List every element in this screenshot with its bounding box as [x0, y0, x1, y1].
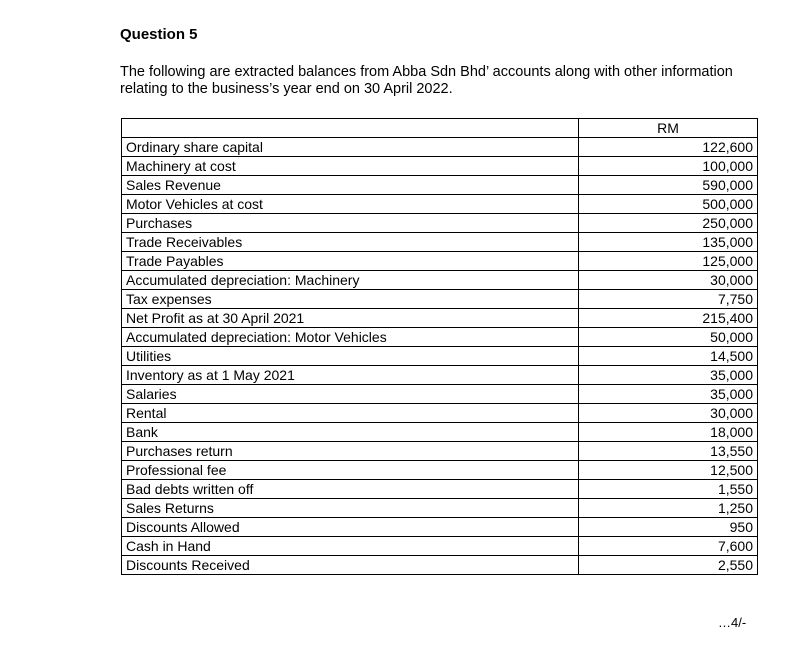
table-row	[122, 309, 758, 328]
row-amount: 50,000	[579, 328, 758, 347]
row-label: Net Profit as at 30 April 2021	[122, 309, 579, 328]
table-row	[122, 138, 758, 157]
row-amount: 35,000	[579, 366, 758, 385]
row-label: Trade Payables	[122, 252, 579, 271]
row-label: Discounts Allowed	[122, 518, 579, 537]
table-row	[122, 252, 758, 271]
table-row	[122, 385, 758, 404]
question-intro: The following are extracted balances from Abba Sdn Bhd’ accounts along with other information relating to the business’s year end on 30 April 2022.	[120, 64, 733, 97]
row-amount: 122,600	[579, 138, 758, 157]
table-row	[122, 157, 758, 176]
question-title: Question 5	[120, 26, 198, 43]
row-amount: 950	[579, 518, 758, 537]
row-label: Utilities	[122, 347, 579, 366]
currency-header: RM	[579, 119, 758, 138]
row-amount: 250,000	[579, 214, 758, 233]
row-amount: 100,000	[579, 157, 758, 176]
table-row	[122, 404, 758, 423]
row-amount: 2,550	[579, 556, 758, 575]
row-label: Bad debts written off	[122, 480, 579, 499]
table-row	[122, 195, 758, 214]
row-label: Inventory as at 1 May 2021	[122, 366, 579, 385]
row-label: Sales Returns	[122, 499, 579, 518]
row-label: Motor Vehicles at cost	[122, 195, 579, 214]
row-label: Purchases	[122, 214, 579, 233]
table-row	[122, 290, 758, 309]
row-amount: 590,000	[579, 176, 758, 195]
table-row	[122, 480, 758, 499]
table-row	[122, 233, 758, 252]
table-row	[122, 328, 758, 347]
row-label: Cash in Hand	[122, 537, 579, 556]
row-amount: 30,000	[579, 271, 758, 290]
row-label: Machinery at cost	[122, 157, 579, 176]
row-label: Rental	[122, 404, 579, 423]
table-row	[122, 271, 758, 290]
row-amount: 7,750	[579, 290, 758, 309]
row-label: Ordinary share capital	[122, 138, 579, 157]
row-amount: 35,000	[579, 385, 758, 404]
table-row	[122, 176, 758, 195]
table-row	[122, 366, 758, 385]
table-row	[122, 537, 758, 556]
row-label: Tax expenses	[122, 290, 579, 309]
row-label: Accumulated depreciation: Motor Vehicles	[122, 328, 579, 347]
row-amount: 1,250	[579, 499, 758, 518]
row-label: Professional fee	[122, 461, 579, 480]
row-amount: 14,500	[579, 347, 758, 366]
row-label: Accumulated depreciation: Machinery	[122, 271, 579, 290]
description-header-cell	[122, 119, 579, 138]
row-amount: 18,000	[579, 423, 758, 442]
table-row	[122, 347, 758, 366]
row-amount: 125,000	[579, 252, 758, 271]
row-amount: 215,400	[579, 309, 758, 328]
row-amount: 135,000	[579, 233, 758, 252]
row-label: Trade Receivables	[122, 233, 579, 252]
table-header-row	[122, 119, 758, 138]
page-marker: …4/-	[718, 615, 747, 630]
row-label: Purchases return	[122, 442, 579, 461]
row-amount: 30,000	[579, 404, 758, 423]
table-row	[122, 556, 758, 575]
row-amount: 500,000	[579, 195, 758, 214]
row-amount: 7,600	[579, 537, 758, 556]
row-amount: 1,550	[579, 480, 758, 499]
row-label: Salaries	[122, 385, 579, 404]
table-row	[122, 461, 758, 480]
table-row	[122, 518, 758, 537]
table-row	[122, 214, 758, 233]
row-label: Sales Revenue	[122, 176, 579, 195]
table-row	[122, 499, 758, 518]
table-row	[122, 442, 758, 461]
row-label: Bank	[122, 423, 579, 442]
row-amount: 13,550	[579, 442, 758, 461]
row-label: Discounts Received	[122, 556, 579, 575]
balances-table	[121, 118, 758, 575]
table-row	[122, 423, 758, 442]
row-amount: 12,500	[579, 461, 758, 480]
